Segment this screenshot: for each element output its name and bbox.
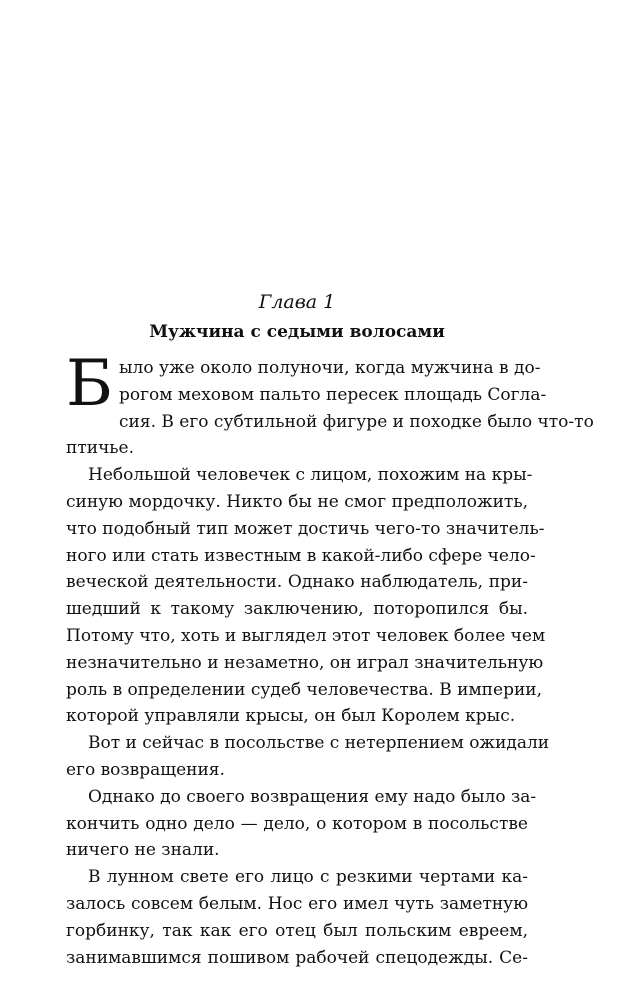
text-line: шедший к такому заключению, поторопился бы. (66, 599, 528, 620)
chapter-title: Мужчина с седыми волосами (149, 322, 445, 342)
text-line: Потому что, хоть и выглядел этот человек более чем (66, 625, 546, 646)
paragraph (66, 347, 594, 462)
text-line: горбинку, так как его отец был польским евреем, (66, 920, 528, 941)
paragraph (66, 784, 537, 864)
text-line: ыло уже около полуночи, когда мужчина в до- (119, 358, 541, 378)
text-line: птичье. (66, 438, 135, 459)
text-line: Небольшой человечек с лицом, похожим на кры- (88, 465, 533, 486)
text-line: Вот и сейчас в посольстве с нетерпением ожидали (88, 733, 550, 754)
text-line: его возвращения. (66, 759, 225, 780)
text-line: веческой деятельности. Однако наблюдатель, при- (66, 572, 528, 593)
paragraph (66, 730, 550, 784)
drop-cap: Б (66, 347, 114, 421)
chapter-number: Глава 1 (258, 291, 336, 313)
text-line: что подобный тип может достичь чего-то значитель- (66, 518, 545, 539)
text-line: кончить одно дело — дело, о котором в посольстве (66, 813, 528, 834)
text-line: сия. В его субтильной фигуре и походке было что-то (119, 411, 594, 432)
paragraph (66, 462, 546, 730)
text-line: занимавшимся пошивом рабочей спецодежды. Се- (66, 947, 528, 968)
text-line: рогом меховом пальто пересек площадь Согла- (119, 384, 547, 405)
chapter-body (66, 347, 594, 971)
text-line: ного или стать известным в какой-либо сфере чело- (66, 545, 536, 566)
paragraph (66, 864, 528, 971)
text-line: которой управляли крысы, он был Королем крыс. (66, 706, 516, 727)
text-line: Однако до своего возвращения ему надо было за- (88, 786, 537, 807)
text-line: В лунном свете его лицо с резкими чертами ка- (88, 867, 528, 888)
book-page (66, 0, 594, 1000)
text-line: роль в определении судеб человечества. В империи, (66, 679, 543, 700)
text-line: залось совсем белым. Нос его имел чуть заметную (66, 893, 528, 914)
text-line: синую мордочку. Никто бы не смог предположить, (66, 491, 528, 512)
text-line: ничего не знали. (66, 840, 220, 861)
text-line: незначительно и незаметно, он играл значительную (66, 652, 544, 673)
